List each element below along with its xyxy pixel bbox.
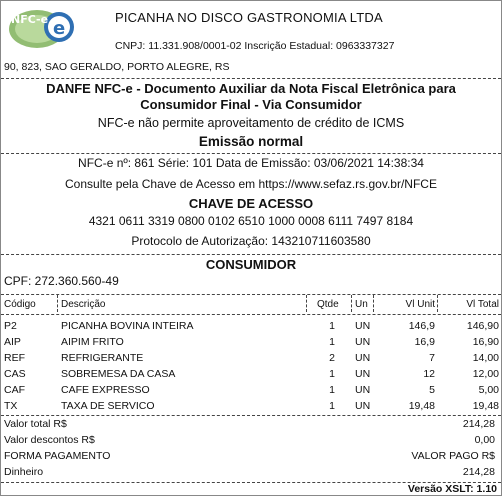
divider: [1, 153, 501, 154]
col-separator: [306, 295, 307, 312]
item-unit-price: 16,9: [414, 336, 435, 348]
discount-label: Valor descontos R$: [4, 434, 95, 446]
consumer-cpf: CPF: 272.360.560-49: [4, 274, 119, 288]
item-unit: UN: [355, 384, 371, 396]
item-total: 16,90: [472, 336, 499, 348]
item-unit: UN: [355, 368, 371, 380]
col-header-unit: Un: [355, 299, 368, 310]
cash-value: 214,28: [462, 466, 495, 478]
discount-value: 0,00: [474, 434, 495, 446]
col-header-code: Código: [4, 299, 36, 310]
consult-url: Consulte pela Chave de Acesso em https://www.sefaz.rs.gov.br/NFCE: [65, 177, 437, 191]
item-qty: 1: [329, 320, 335, 332]
col-header-description: Descrição: [61, 299, 106, 310]
item-unit: UN: [355, 320, 371, 332]
cash-label: Dinheiro: [4, 466, 44, 478]
item-qty: 1: [329, 384, 335, 396]
item-unit: UN: [355, 400, 371, 412]
item-code: REF: [4, 352, 25, 364]
item-qty: 2: [329, 352, 335, 364]
svg-text:e: e: [53, 18, 66, 39]
item-code: TX: [4, 400, 18, 412]
item-qty: 1: [329, 368, 335, 380]
total-value: 214,28: [462, 418, 495, 430]
item-unit-price: 146,9: [408, 320, 435, 332]
item-unit-price: 12: [423, 368, 435, 380]
xslt-version: Versão XSLT: 1.10: [407, 483, 497, 495]
divider: [1, 78, 501, 79]
divider: [1, 254, 501, 255]
divider: [1, 415, 501, 416]
item-code: P2: [4, 320, 17, 332]
item-qty: 1: [329, 400, 335, 412]
consumer-title: CONSUMIDOR: [205, 257, 297, 272]
col-separator: [351, 295, 352, 312]
item-code: CAS: [4, 368, 26, 380]
company-address: 90, 823, SAO GERALDO, PORTO ALEGRE, RS: [4, 61, 230, 73]
item-unit: UN: [355, 336, 371, 348]
access-key-title: CHAVE DE ACESSO: [188, 196, 314, 211]
total-label: Valor total R$: [4, 418, 67, 430]
item-unit-price: 7: [429, 352, 435, 364]
item-description: SOBREMESA DA CASA: [61, 368, 176, 380]
item-description: CAFE EXPRESSO: [61, 384, 150, 396]
col-separator: [57, 295, 58, 312]
emission-type: Emissão normal: [198, 134, 304, 149]
col-separator: [437, 295, 438, 312]
item-total: 5,00: [478, 384, 499, 396]
nfce-logo: [7, 5, 77, 51]
col-header-total: Vl Total: [466, 299, 499, 310]
item-total: 12,00: [472, 368, 499, 380]
document-title: [1, 81, 501, 113]
col-header-unit-price: Vl Unit: [405, 299, 435, 310]
col-header-qty: Qtde: [317, 299, 339, 310]
no-credit-notice: NFC-e não permite aproveitamento de crédito de ICMS: [97, 116, 405, 130]
item-total: 146,90: [466, 320, 499, 332]
company-name: PICANHA NO DISCO GASTRONOMIA LTDA: [115, 10, 383, 25]
item-total: 19,48: [472, 400, 499, 412]
cnpj-line: CNPJ: 11.331.908/0001-02 Inscrição Estadual: 0963337327: [115, 40, 395, 52]
item-code: CAF: [4, 384, 25, 396]
item-description: PICANHA BOVINA INTEIRA: [61, 320, 194, 332]
item-description: AIPIM FRITO: [61, 336, 124, 348]
item-description: TAXA DE SERVICO: [61, 400, 155, 412]
paid-value-label: VALOR PAGO R$: [411, 450, 495, 462]
item-description: REFRIGERANTE: [61, 352, 144, 364]
item-unit: UN: [355, 352, 371, 364]
authorization-protocol: Protocolo de Autorização: 143210711603580: [131, 234, 371, 248]
divider: [1, 314, 501, 315]
item-unit-price: 5: [429, 384, 435, 396]
divider: [1, 294, 501, 295]
nfe-info: NFC-e nº: 861 Série: 101 Data de Emissão: 03/06/2021 14:38:34: [78, 156, 424, 170]
document-title-line1: DANFE NFC-e - Documento Auxiliar da Nota Fiscal Eletrônica para: [46, 81, 456, 96]
document-title-line2: Consumidor Final - Via Consumidor: [140, 97, 362, 112]
payment-method-label: FORMA PAGAMENTO: [4, 450, 111, 462]
item-qty: 1: [329, 336, 335, 348]
logo-text: NFC-e: [11, 13, 49, 26]
item-total: 14,00: [472, 352, 499, 364]
item-unit-price: 19,48: [408, 400, 435, 412]
item-code: AIP: [4, 336, 21, 348]
col-separator: [373, 295, 374, 312]
access-key: 4321 0611 3319 0800 0102 6510 1000 0008 6111 7497 8184: [88, 214, 414, 228]
